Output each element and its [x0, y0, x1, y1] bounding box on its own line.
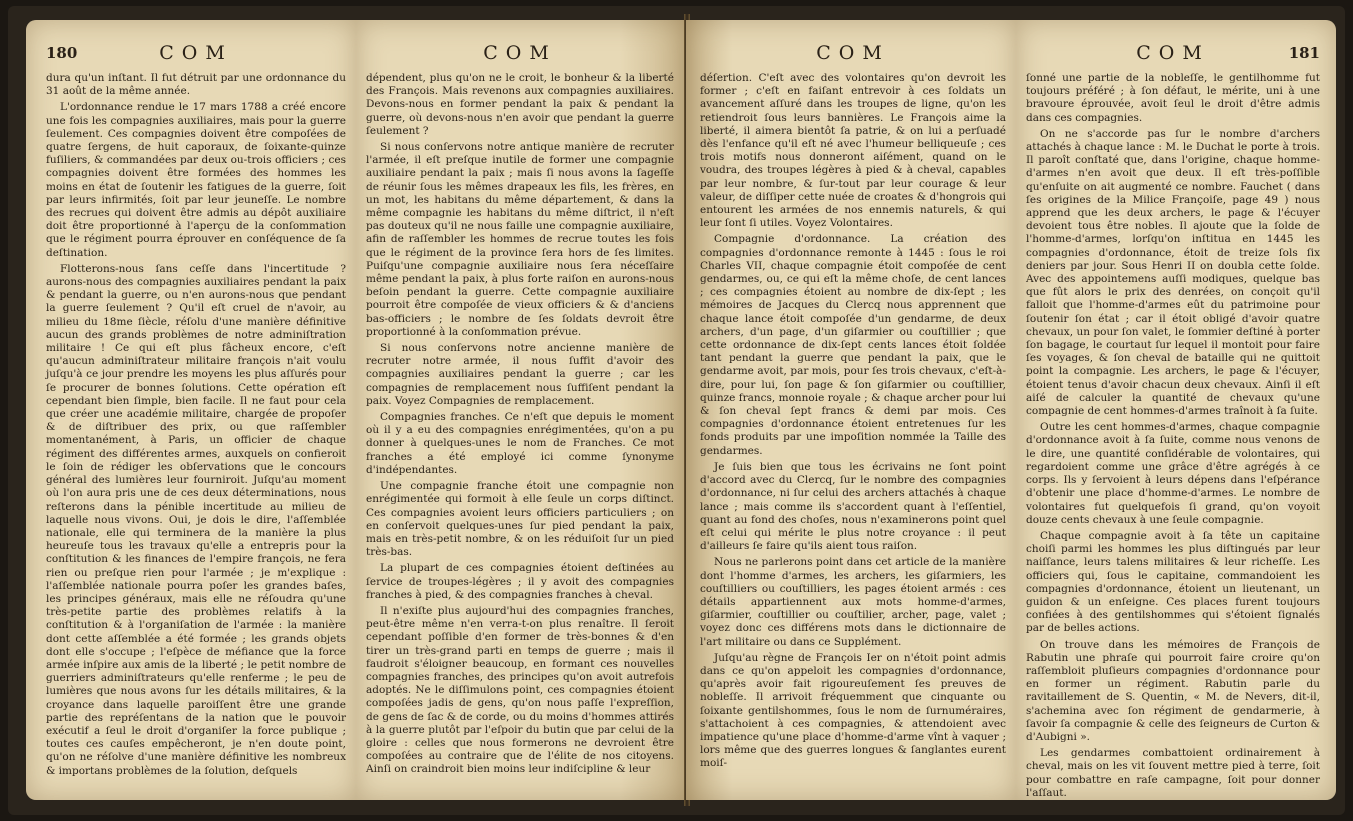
text-column [46, 72, 346, 778]
paragraph: On trouve dans les mémoires de François de Rabutin une phraſe qui pourroit faire croire qu'on raſſembloit pluſieurs compagnies d'ordonnance pour en former un régiment. Rabutin parle du ravitaillement de S. Quentin, « M. de Nevers, dit-il, s'achemina avec ſon régiment de gendarmerie, à ſavoir ſa compagnie & celle des ſeigneurs de Curton & d'Aubigni ». [1026, 638, 1320, 743]
text-column [700, 72, 1006, 771]
page-header [700, 20, 1006, 72]
text-column [366, 72, 674, 777]
left-page-right-column [356, 20, 686, 800]
paragraph: déſertion. C'eſt avec des volontaires qu'on devroit les former ; c'eſt en faiſant entrevoir à ces ſoldats un avancement aſſuré dans les troupes de ligne, qu'on les retiendroit ſous leurs bannières. Le François aime la liberté, il aimera bientôt ſa patrie, & on lui a perſuadé dès l'enfance qu'il eſt né avec l'humeur belliqueuſe ; ces trois motifs nous donneront aiſément, quand on le voudra, des troupes légères à pied & à cheval, capables par leur nombre, & ſur-tout par leur courage & leur valeur, de diſſiper cette nuée de croates & d'hongrois qui entourent les armées de nos ennemis naturels, & qui leur ſont ſi utiles. Voyez Volontaires. [700, 72, 1006, 230]
paragraph: Compagnie d'ordonnance. La création des compagnies d'ordonnance remonte à 1445 : ſous le roi Charles VII, chaque compagnie étoit compoſée de cent gendarmes, ou, ce qui eſt la même choſe, de cent lances ; ces compagnies étoient au nombre de dix-ſept ; les mémoires de Jacques du Clercq nous apprennent que chaque lance étoit compoſée d'un gendarme, de deux archers, d'un page, d'un giſarmier ou couſtillier ; que cette ordonnance de dix-ſept cents lances étoit ſoldée tant pendant la guerre que pendant la paix, que le gendarme avoit, par mois, pour ſes trois chevaux, c'eſt-à-dire, pour lui, ſon page & ſon giſarmier ou couſtillier, quinze francs, monnoie royale ; & chaque archer pour lui & ſon cheval ſept francs & demi par mois. Ces compagnies d'ordonnance étoient entretenues ſur les fonds produits par une impoſition nommée la Taille des gendarmes. [700, 233, 1006, 457]
paragraph: L'ordonnance rendue le 17 mars 1788 a créé encore une fois les compagnies auxiliaires, mais pour la guerre ſeulement. Ces compagnies doivent être compoſées de quatre ſergens, de huit caporaux, de ſoixante-quinze fuſiliers, & commandées par deux ou-trois officiers ; ces compagnies doivent être formées des hommes les moins en état de ſoutenir les fatigues de la guerre, ſoit par leurs infirmités, ſoit par leur jeuneſſe. Le nombre des recrues qui doivent être admis au dépôt auxiliaire doit être proportionné à l'aperçu de la conſommation que le régiment pourra éprouver en conſéquence de ſa deſtination. [46, 101, 346, 259]
text-column [1026, 72, 1320, 800]
paragraph: Juſqu'au règne de François Ier on n'étoit point admis dans ce qu'on appeloit les compagnies d'ordonnance, qu'après avoir fait rigoureuſement ſes preuves de nobleſſe. Il arrivoit fréquemment que cinquante ou ſoixante gentilshommes, ſous le nom de ſurnuméraires, s'attachoient à ces compagnies, & attendoient avec impatience qu'une place d'homme-d'arme vînt à vaquer ; lors même que des guerres longues & ſanglantes eurent moiſ- [700, 651, 1006, 770]
paragraph: Chaque compagnie avoit à ſa tête un capitaine choiſi parmi les hommes les plus diſtingués par leur naiſſance, leurs talens militaires & leur richeſſe. Les officiers qui, ſous le capitaine, commandoient les compagnies d'ordonnance, étoient un lieutenant, un guidon & un enſeigne. Ces places furent toujours confiées à des gentilshommes qui s'étoient ſignalés par de belles actions. [1026, 529, 1320, 635]
running-head: COM [483, 42, 557, 64]
paragraph: Compagnies franches. Ce n'eſt que depuis le moment où il y a eu des compagnies enrégimentées, qu'on a pu donner à quelques-unes le nom de Franches. Ce mot franches a été employé ici comme ſynonyme d'indépendantes. [366, 411, 674, 476]
paragraph: Flotterons-nous ſans ceſſe dans l'incertitude ? aurons-nous des compagnies auxiliaires pendant la paix & pendant la guerre, ou n'en aurons-nous que pendant la guerre ſeulement ? Qu'il eſt cruel de n'avoir, au milieu du 18me ſiècle, réſolu d'une manière définitive aucun des grands problèmes de notre adminiſtration militaire ! Ce qui eſt plus fâcheux encore, c'eſt qu'aucun adminiſtrateur militaire françois n'ait voulu juſqu'à ce jour prendre les moyens les plus aſſurés pour ſe procurer de bonnes ſolutions. Cette opération eſt cependant bien ſimple, bien facile. Il ne faut pour cela que créer une académie militaire, chargée de propoſer & de diſtribuer des prix, ou que raſſembler momentanément, à Paris, un officier de chaque régiment des différentes armes, auxquels on confieroit le ſoin de rédiger les obſervations que le concours général des lumières leur fourniroit. Juſqu'au moment où l'on aura pris une de ces deux déterminations, nous reſterons dans la pénible incertitude au milieu de laquelle nous vivons. Oui, je dois le dire, l'aſſemblée nationale, elle qui terminera de la manière la plus heureuſe tous les travaux qu'elle a entrepris pour la conſtitution & les finances de l'empire françois, ne fera rien ou preſque rien pour l'armée ; je m'explique : l'aſſemblée nationale pourra poſer les grandes baſes, les principes généraux, mais elle ne réſoudra qu'une très-petite partie des problèmes relatifs à la conſtitution & à l'organiſation de l'armée : la manière dont cette aſſemblée a été formée ; les grands objets dont elle s'occupe ; l'eſpèce de méfiance que la force armée inſpire aux amis de la liberté ; le petit nombre de guerriers adminiſtrateurs qu'elle renferme ; le peu de lumières que nous avons ſur les détails militaires, & la croyance dans laquelle paroiſſent être une grande partie des repréſentans de la nation que le pouvoir exécutif a ſeul le droit d'organiſer la force publique ; toutes ces cauſes empêcheront, je n'en doute point, qu'on ne réſolve d'une manière définitive les nombreux & importans problèmes de la ſolution, deſquels [46, 262, 346, 777]
paragraph: Si nous conſervons notre ancienne manière de recruter notre armée, il nous ſuffit d'avoir des compagnies auxiliaires pendant la guerre ; car les compagnies de remplacement nous ſuffiſent pendant la paix. Voyez Compagnies de remplacement. [366, 342, 674, 407]
paragraph: Je ſuis bien que tous les écrivains ne ſont point d'accord avec du Clercq, ſur le nombre des compagnies d'ordonnance, ni ſur celui des archers attachés à chaque lance ; mais comme ils s'accordent quant à l'eſſentiel, quant au fond des choſes, nous n'examinerons point quel eſt celui qui mérite le plus notre croyance : il peut d'ailleurs ſe faire qu'ils aient tous raiſon. [700, 460, 1006, 553]
paragraph: Les gendarmes combattoient ordinairement à cheval, mais on les vit ſouvent mettre pied à terre, ſoit pour combattre en raſe campagne, ſoit pour donner l'aſſaut. [1026, 747, 1320, 799]
right-page-right-column [1016, 20, 1336, 800]
paragraph: Il n'exiſte plus aujourd'hui des compagnies franches, peut-être même n'en verra-t-on plus renaître. Il ſeroit cependant poſſible d'en former de très-bonnes & d'en tirer un très-grand parti en temps de guerre ; mais il faudroit s'éloigner beaucoup, en formant ces nouvelles compagnies franches, des principes qu'on avoit autrefois adoptés. Ne le diſſimulons point, ces compagnies étoient compoſées jadis de gens, qu'on nous paſſe l'expreſſion, de gens de ſac & de corde, ou du moins d'hommes attirés à la guerre plutôt par l'eſpoir du butin que par celui de la gloire : celles que nous formerons ne devroient être compoſées au contraire que de l'élite de nos citoyens. Ainſi on craindroit bien moins leur indiſcipline & leur [366, 604, 674, 776]
paragraph: Si nous conſervons notre antique manière de recruter l'armée, il eſt preſque inutile de former une compagnie auxiliaire pendant la paix ; mais ſi nous avons la ſageſſe de réunir ſous les mêmes drapeaux les fils, les frères, en un mot, les habitans du même département, & dans la même compagnie les habitans du même diſtrict, il n'eſt pas douteux qu'il ne nous faille une compagnie auxiliaire, afin de raſſembler les hommes de recrue toutes les fois que le régiment de la province ſera hors de ſes limites. Puiſqu'une compagnie auxiliaire nous ſera néceſſaire même pendant la paix, à plus forte raiſon en aurons-nous beſoin pendant la guerre. Cette compagnie auxiliaire pourroit être compoſée de vieux officiers & & d'anciens bas-officiers ; le nombre de ſes ſoldats devroit être proportionné à la conſommation prévue. [366, 141, 674, 338]
paragraph: La plupart de ces compagnies étoient deſtinées au ſervice de troupes-légères ; il y avoit des compagnies franches à pied, & des compagnies franches à cheval. [366, 562, 674, 601]
page-header [366, 20, 674, 72]
running-head: COM [1136, 42, 1210, 64]
right-page-left-column [686, 20, 1016, 800]
paragraph: dura qu'un inſtant. Il fut détruit par une ordonnance du 31 août de la même année. [46, 72, 346, 98]
left-page-left-column [26, 20, 356, 800]
running-head: COM [816, 42, 890, 64]
paragraph: On ne s'accorde pas ſur le nombre d'archers attachés à chaque lance : M. le Duchat le porte à trois. Il paroît conſtaté que, dans l'origine, chaque homme-d'armes n'en avoit que deux. Il eſt très-poſſible qu'enſuite on ait augmenté ce nombre. Fauchet ( dans ſes origines de la Milice Françoiſe, page 49 ) nous apprend que les deux archers, le page & l'écuyer devoient tous être nobles. Il ajoute que la ſolde de l'homme-d'armes, lorſqu'on inſtitua en 1445 les compagnies d'ordonnance, étoit de treize ſols ſix deniers par jour. Sous Henri II on doubla cette ſolde. Avec des appointemens auſſi modiques, quelque bas que fût alors le prix des denrées, on conçoit qu'il falloit que l'homme-d'armes eût du patrimoine pour ſoutenir ſon état ; car il étoit obligé d'avoir quatre chevaux, un pour ſon valet, le ſommier deſtiné à porter ſon bagage, le courtaut ſur lequel il montoit pour faire ſes voyages, & ſon cheval de bataille qui ne quittoit point la compagnie. Les archers, le page & l'écuyer, étoient tenus d'avoir chacun deux chevaux. Ainſi il eſt aiſé de calculer la quantité de chevaux qu'une compagnie de cent hommes-d'armes traînoit à ſa ſuite. [1026, 127, 1320, 418]
page-number: 181 [1288, 44, 1320, 62]
page-header [46, 20, 346, 72]
page-header [1026, 20, 1320, 72]
paragraph: Nous ne parlerons point dans cet article de la manière dont l'homme d'armes, les archers, les giſarmiers, les couſtilliers ou couſtilliers, les pages étoient armés : ces détails appartiennent aux mots homme-d'armes, giſarmier, couſtillier ou couſtilier, archer, page, valet ; voyez donc ces différens mots dans le dictionnaire de l'art militaire ou dans ce Supplément. [700, 556, 1006, 648]
paragraph: ſonné une partie de la nobleſſe, le gentilhomme fut toujours préféré ; à ſon défaut, le mérite, uni à une bravoure éprouvée, avoit ſeul le droit d'être admis dans ces compagnies. [1026, 72, 1320, 124]
paragraph: Outre les cent hommes-d'armes, chaque compagnie d'ordonnance avoit à ſa ſuite, comme nous venons de le dire, une quantité conſidérable de volontaires, qui regardoient comme une grâce d'être agrégés à ce corps. Ils y ſervoient à leurs dépens dans l'eſpérance d'obtenir une place d'homme-d'armes. Le nombre de volontaires fut quelquefois ſi grand, qu'on voyoit douze cents chevaux à une ſeule compagnie. [1026, 421, 1320, 526]
page-number: 180 [46, 44, 78, 62]
paragraph: dépendent, plus qu'on ne le croit, le bonheur & la liberté des François. Mais revenons aux compagnies auxiliaires. Devons-nous en former pendant la paix & pendant la guerre, où devons-nous n'en avoir que pendant la guerre ſeulement ? [366, 72, 674, 137]
paragraph: Une compagnie franche étoit une compagnie non enrégimentée qui formoit à elle ſeule un corps diſtinct. Ces compagnies avoient leurs officiers particuliers ; on en conſervoit quelques-unes ſur pied pendant la paix, mais en très-petit nombre, & on les réduiſoit ſur un pied très-bas. [366, 480, 674, 559]
open-book [8, 6, 1345, 815]
running-head: COM [159, 42, 233, 64]
